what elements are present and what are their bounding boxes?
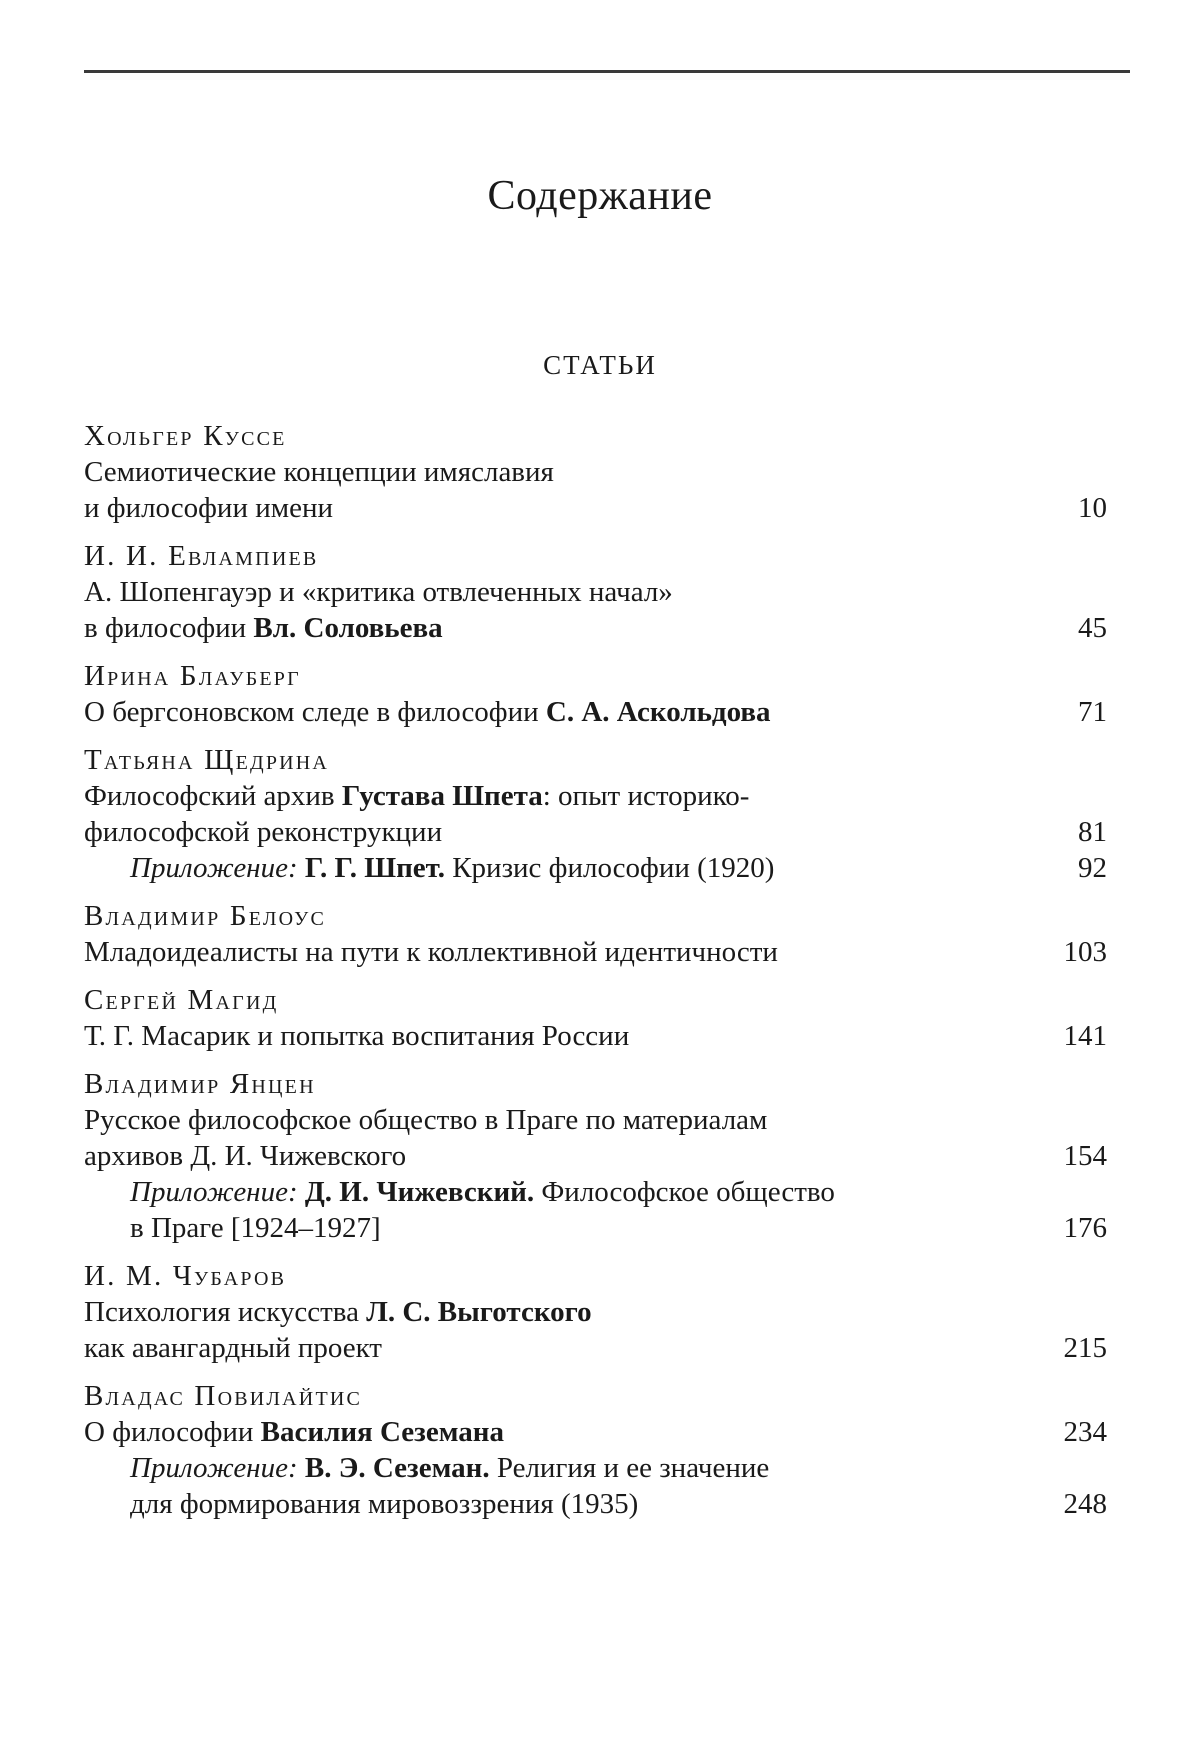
entry-title — [84, 778, 1037, 850]
entry-page-number: 215 — [1063, 1332, 1107, 1364]
entry-title-row[interactable] — [84, 574, 1107, 646]
entry-title-row[interactable] — [84, 778, 1107, 850]
entry-title-row[interactable] — [84, 934, 1107, 970]
appendix-page-number: 248 — [1063, 1488, 1107, 1520]
entry-title-text: Философский архив — [84, 780, 342, 812]
toc-entry — [84, 1378, 1107, 1522]
table-of-contents — [84, 418, 1107, 1534]
entry-title — [84, 694, 1037, 730]
toc-entry — [84, 1258, 1107, 1366]
entry-title-line: и философии имени — [84, 492, 334, 524]
entry-author: Хольгер Куссе — [84, 420, 287, 452]
entry-title-line: философской реконструкции — [84, 816, 443, 848]
entry-title — [84, 1018, 1037, 1054]
appendix-author: Г. Г. Шпет. — [304, 852, 445, 884]
entry-title-row[interactable] — [84, 1018, 1107, 1054]
entry-author: Татьяна Щедрина — [84, 744, 330, 776]
entry-title-line: как авангардный проект — [84, 1332, 382, 1364]
toc-entry — [84, 658, 1107, 730]
appendix-line — [130, 850, 1007, 886]
entry-title-row[interactable] — [84, 454, 1107, 526]
entry-title-row[interactable] — [84, 1102, 1107, 1174]
entry-title-row[interactable] — [84, 1294, 1107, 1366]
entry-title-bold: Густава Шпета — [341, 780, 543, 812]
appendix-page-number: 92 — [1078, 852, 1107, 884]
entry-title-line: Младоидеалисты на пути к коллективной идентичности — [84, 936, 778, 968]
appendix-text: Философское общество — [541, 1176, 835, 1208]
entry-title-text: в философии — [84, 612, 254, 644]
entry-title-bold: С. А. Аскольдова — [545, 696, 771, 728]
entry-title-bold: Вл. Соловьева — [253, 612, 443, 644]
entry-title — [84, 934, 1037, 970]
page-title: Содержание — [487, 173, 713, 219]
toc-entry — [84, 742, 1107, 886]
appendix-row[interactable] — [84, 1450, 1107, 1522]
appendix-title — [130, 1450, 1037, 1522]
entry-author: И. И. Евлампиев — [84, 540, 319, 572]
entry-title-bold: Л. С. Выготского — [366, 1296, 592, 1328]
entry-author: Сергей Магид — [84, 984, 279, 1016]
top-rule — [84, 70, 1130, 73]
entry-title-text: О бергсоновском следе в философии — [84, 696, 546, 728]
entry-page-number: 103 — [1063, 936, 1107, 968]
toc-entry — [84, 418, 1107, 526]
entry-title-line: Русское философское общество в Праге по материалам — [84, 1104, 768, 1136]
entry-title — [84, 1414, 1037, 1450]
entry-title-line — [84, 778, 1007, 814]
entry-title-line: Семиотические концепции имяславия — [84, 456, 554, 488]
section-heading: СТАТЬИ — [543, 350, 657, 380]
entry-author: Владимир Янцен — [84, 1068, 316, 1100]
appendix-label: Приложение: — [130, 1176, 298, 1208]
entry-page-number: 154 — [1063, 1140, 1107, 1172]
entry-title-line — [84, 1294, 1007, 1330]
appendix-page-number: 176 — [1063, 1212, 1107, 1244]
entry-page-number: 10 — [1078, 492, 1107, 524]
entry-author: Ирина Блауберг — [84, 660, 301, 692]
appendix-text: Религия и ее значение — [496, 1452, 770, 1484]
toc-entry — [84, 898, 1107, 970]
appendix-line: для формирования мировоззрения (1935) — [130, 1488, 639, 1520]
entry-page-number: 71 — [1078, 696, 1107, 728]
appendix-line: в Праге [1924–1927] — [130, 1212, 381, 1244]
appendix-author: Д. И. Чижевский. — [304, 1176, 535, 1208]
entry-title-line — [84, 610, 1007, 646]
appendix-row[interactable] — [84, 850, 1107, 886]
toc-entry — [84, 982, 1107, 1054]
entry-author: Владимир Белоус — [84, 900, 327, 932]
entry-title — [84, 1294, 1037, 1366]
entry-page-number: 234 — [1063, 1416, 1107, 1448]
entry-title-line — [84, 1414, 1007, 1450]
entry-title-text: : опыт историко- — [542, 780, 750, 812]
entry-title — [84, 454, 1037, 526]
entry-page-number: 81 — [1078, 816, 1107, 848]
entry-title-text: О философии — [84, 1416, 261, 1448]
entry-title-line: архивов Д. И. Чижевского — [84, 1140, 407, 1172]
entry-page-number: 45 — [1078, 612, 1107, 644]
entry-title-line: А. Шопенгауэр и «критика отвлеченных начал» — [84, 576, 673, 608]
entry-author: И. М. Чубаров — [84, 1260, 287, 1292]
toc-entry — [84, 538, 1107, 646]
entry-title-line — [84, 694, 1007, 730]
appendix-label: Приложение: — [130, 1452, 298, 1484]
entry-title-row[interactable] — [84, 1414, 1107, 1450]
appendix-label: Приложение: — [130, 852, 298, 884]
entry-title — [84, 574, 1037, 646]
entry-author: Владас Повилайтис — [84, 1380, 363, 1412]
entry-title — [84, 1102, 1037, 1174]
appendix-author: В. Э. Сеземан. — [304, 1452, 490, 1484]
entry-title-text: Психология искусства — [84, 1296, 367, 1328]
appendix-line — [130, 1174, 1007, 1210]
entry-title-line: Т. Г. Масарик и попытка воспитания России — [84, 1020, 630, 1052]
appendix-title — [130, 850, 1037, 886]
entry-title-row[interactable] — [84, 694, 1107, 730]
entry-title-bold: Василия Сеземана — [260, 1416, 504, 1448]
toc-entry — [84, 1066, 1107, 1246]
appendix-title — [130, 1174, 1037, 1246]
entry-page-number: 141 — [1063, 1020, 1107, 1052]
appendix-line — [130, 1450, 1007, 1486]
appendix-text: Кризис философии (1920) — [452, 852, 775, 884]
appendix-row[interactable] — [84, 1174, 1107, 1246]
